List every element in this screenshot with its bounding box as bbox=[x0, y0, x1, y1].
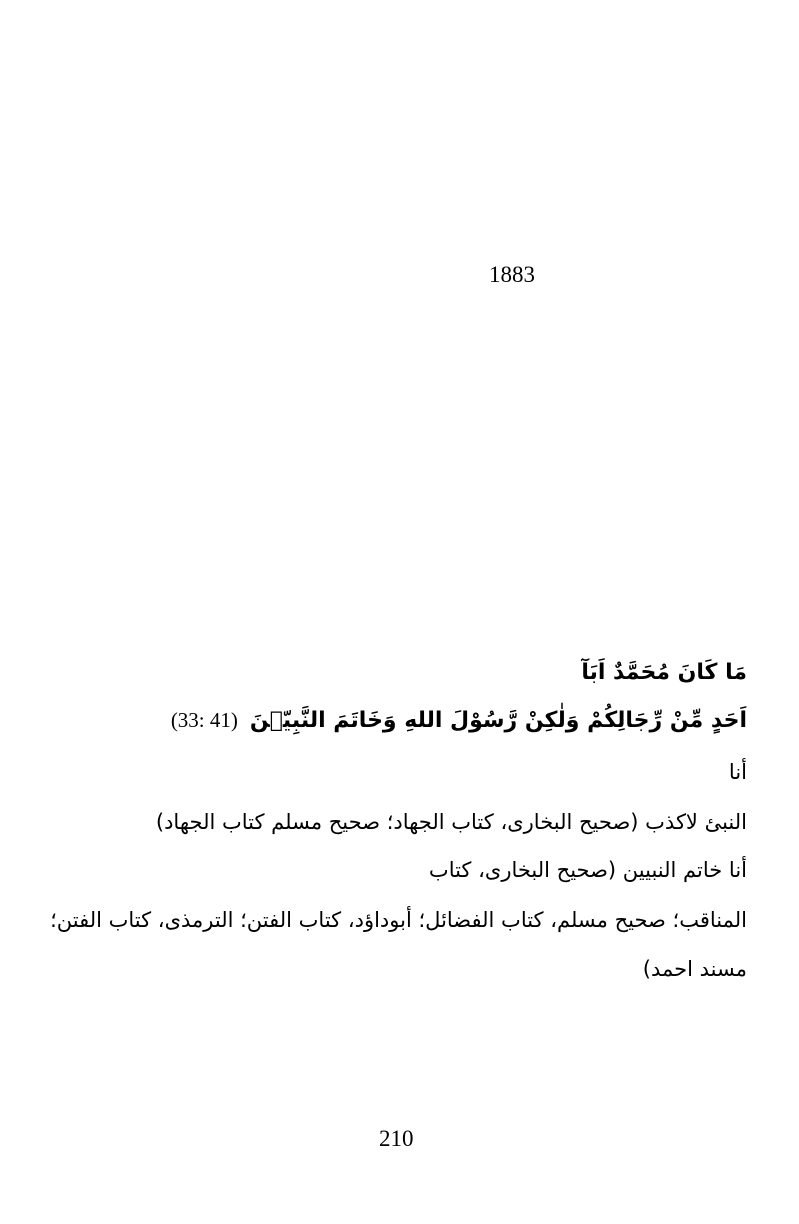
quran-verse-line-1: مَا كَانَ مُحَمَّدٌ اَبَآ bbox=[581, 660, 747, 685]
quran-verse-line-2 bbox=[171, 708, 747, 733]
quran-verse-text: اَحَدٍ مِّنْ رِّجَالِكُمْ وَلٰكِنْ رَّسُوْلَ اللهِ وَخَاتَمَ النَّبِيّٖنَ bbox=[249, 708, 747, 733]
hadith-line-2: أنا خاتم النبيين (صحيح البخارى، كتاب bbox=[428, 858, 747, 882]
hadith-word-ana: أنا bbox=[728, 760, 747, 784]
page-number: 210 bbox=[379, 1126, 414, 1151]
verse-reference: (33: 41) bbox=[170, 708, 238, 732]
hadith-line-4: مسند احمد) bbox=[642, 957, 747, 981]
header-number: 1883 bbox=[489, 262, 535, 287]
hadith-line-3: المناقب؛ صحيح مسلم، كتاب الفضائل؛ أبوداؤد، كتاب الفتن؛ الترمذى، كتاب الفتن؛ bbox=[50, 908, 747, 932]
hadith-line-1: النبئ لاكذب (صحيح البخارى، كتاب الجهاد؛ صحيح مسلم كتاب الجهاد) bbox=[155, 810, 747, 834]
